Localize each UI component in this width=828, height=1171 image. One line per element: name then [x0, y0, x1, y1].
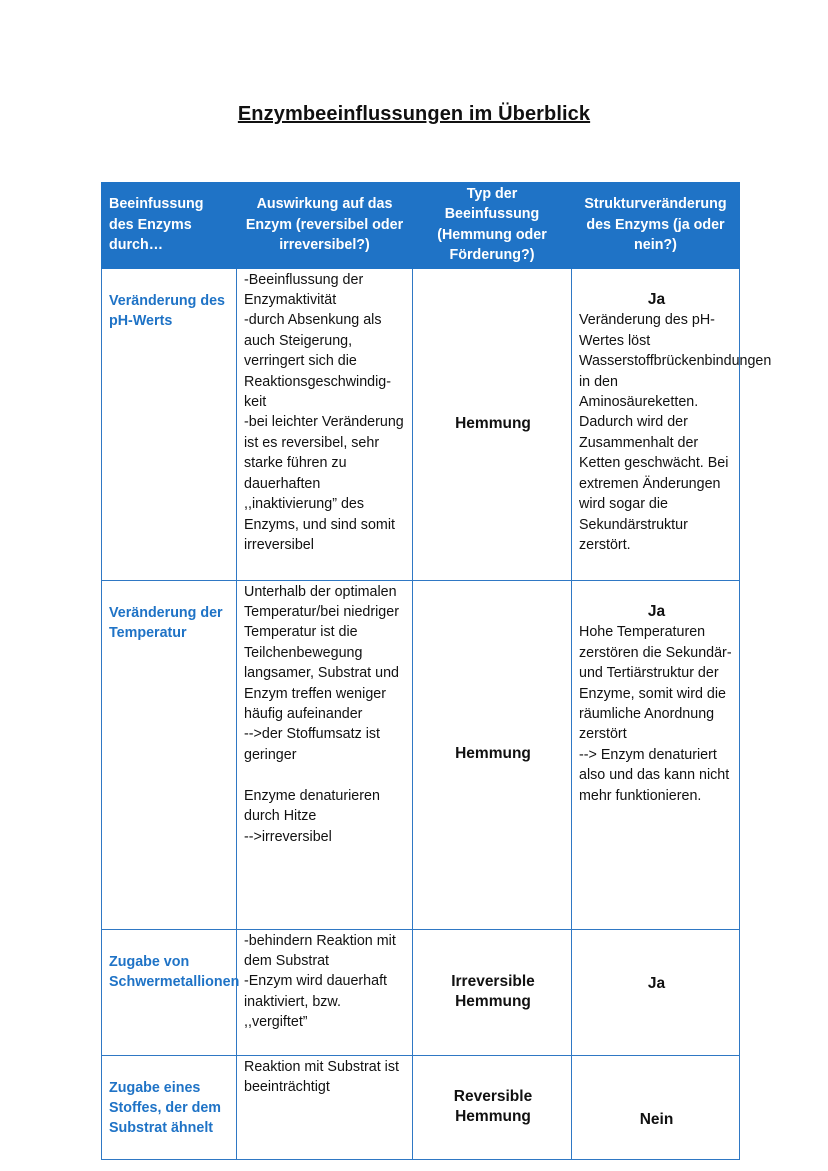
- table-header-row: [102, 183, 740, 269]
- row-factor: Zugabe von Schwermetallionen: [102, 929, 237, 1055]
- header-type: Typ der Beeinfussung (Hemmung oder Förderung?): [413, 183, 572, 269]
- row-type: Irreversible Hemmung: [413, 929, 572, 1055]
- header-factor: Beeinfussung des Enzyms durch…: [102, 183, 237, 269]
- row-type: Hemmung: [413, 268, 572, 580]
- row-effect: -Beeinflussung der Enzymaktivität -durch Absenkung als auch Steigerung, verringert sich die Reaktionsgeschwindig-keit -bei leichter Veränderung ist es reversibel, sehr starke führen zu dauerhaften ,,inaktivierung” des Enzyms, und sind somit irreversibel: [237, 268, 413, 580]
- page-title: Enzymbeeinflussungen im Überblick: [237, 103, 591, 125]
- row-structure: [572, 929, 740, 1055]
- table-row: [102, 268, 740, 580]
- row-effect: -behindern Reaktion mit dem Substrat -Enzym wird dauerhaft inaktiviert, bzw. ,,vergiftet”: [237, 929, 413, 1055]
- structure-answer: Ja: [647, 975, 666, 993]
- table-row: [102, 929, 740, 1055]
- structure-answer: Nein: [639, 1110, 674, 1128]
- overview-table: [101, 182, 772, 1160]
- header-structure: Strukturveränderung des Enzyms (ja oder nein?): [572, 183, 740, 269]
- row-factor: Veränderung der Temperatur: [102, 580, 237, 929]
- row-factor: Zugabe eines Stoffes, der dem Substrat ähnelt: [102, 1055, 237, 1159]
- structure-answer: Ja: [647, 291, 666, 309]
- row-effect: Reaktion mit Substrat ist beeinträchtigt: [237, 1055, 413, 1159]
- row-structure: [572, 1055, 740, 1159]
- header-effect: Auswirkung auf das Enzym (reversibel oder irreversibel?): [237, 183, 413, 269]
- row-type: Reversible Hemmung: [413, 1055, 572, 1159]
- table-row: [102, 1055, 740, 1159]
- row-effect: Unterhalb der optimalen Temperatur/bei niedriger Temperatur ist die Teilchenbewegung langsamer, Substrat und Enzym treffen weniger häufig aufeinander -->der Stoffumsatz ist geringer Enzyme denaturieren durch Hitze -->irreversibel: [237, 580, 413, 929]
- structure-answer: Ja: [647, 603, 666, 621]
- row-factor: Veränderung des pH-Werts: [102, 268, 237, 580]
- row-structure: [572, 268, 772, 580]
- row-structure: [572, 580, 740, 929]
- row-type: Hemmung: [413, 580, 572, 929]
- structure-explanation: Veränderung des pH-Wertes löst Wasserstoffbrückenbindungen in den Aminosäureketten. Dadurch wird der Zusammenhalt der Ketten geschwächt. Bei extremen Änderungen wird sogar die Sekundärstruktur zerstört.: [579, 312, 772, 553]
- structure-explanation: Hohe Temperaturen zerstören die Sekundär- und Tertiärstruktur der Enzyme, somit wird die räumliche Anordnung zerstört --> Enzym denaturiert also und das kann nicht mehr funktionieren.: [579, 624, 732, 804]
- table-row: [102, 580, 740, 929]
